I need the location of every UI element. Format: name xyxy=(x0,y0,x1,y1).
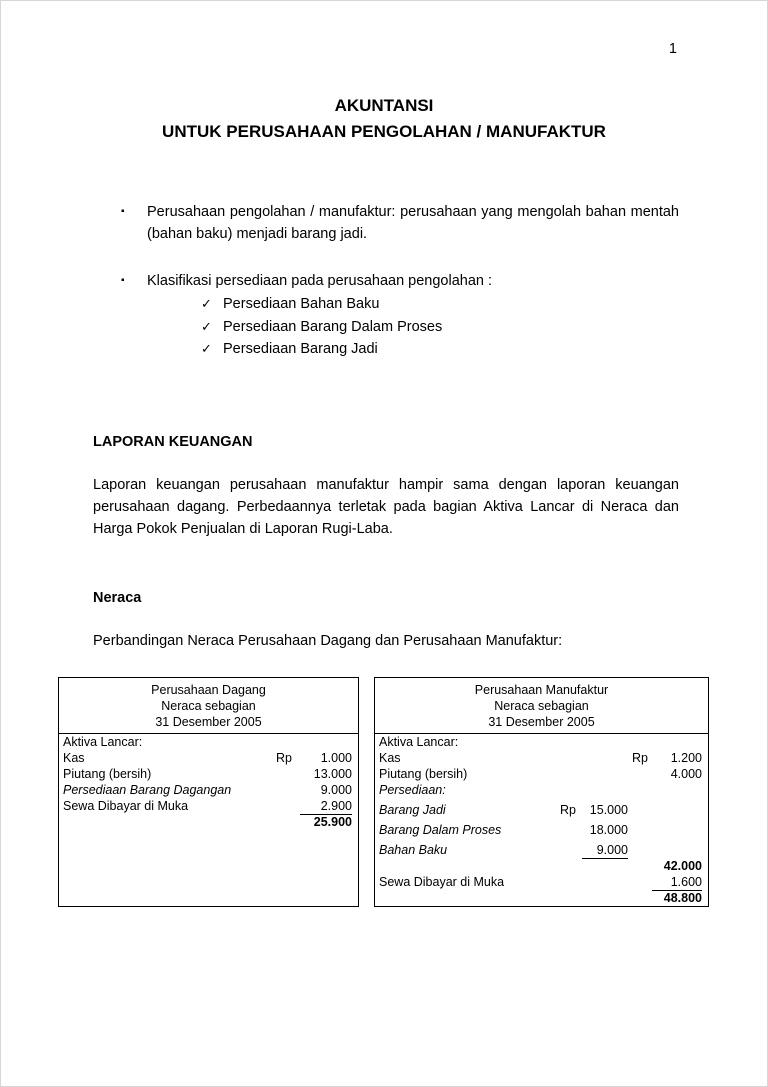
row-currency xyxy=(628,859,652,875)
row-label: Sewa Dibayar di Muka xyxy=(63,798,189,813)
row-label xyxy=(63,815,276,831)
table-body xyxy=(59,734,358,831)
row-inner-currency xyxy=(560,735,582,751)
title-line-2: UNTUK PERUSAHAAN PENGOLAHAN / MANUFAKTUR xyxy=(162,122,606,141)
row-currency xyxy=(628,767,652,783)
list-item xyxy=(201,316,679,339)
row-inner-currency xyxy=(560,875,582,891)
square-bullet-icon: ▪ xyxy=(121,275,125,286)
table-row xyxy=(63,735,352,751)
table-perusahaan-dagang xyxy=(58,677,359,907)
table-row xyxy=(379,751,702,767)
row-inner-amount xyxy=(582,859,628,875)
row-label: Piutang (bersih) xyxy=(63,766,152,781)
row-label: Persediaan Barang Dagangan xyxy=(63,782,232,797)
row-amount xyxy=(300,735,352,751)
row-amount: 1.200 xyxy=(670,750,702,765)
row-amount xyxy=(652,803,702,819)
check-list xyxy=(201,293,679,361)
table-body xyxy=(375,734,708,907)
table-row xyxy=(379,819,702,839)
row-label: Kas xyxy=(379,750,401,765)
row-amount xyxy=(652,783,702,799)
row-amount xyxy=(652,843,702,859)
row-currency: Rp xyxy=(632,750,648,765)
row-amount: 2.900 xyxy=(300,799,352,815)
row-label: Barang Jadi xyxy=(379,802,446,817)
row-currency xyxy=(276,767,300,783)
row-inner-amount: 18.000 xyxy=(589,822,628,837)
row-total-amount: 25.900 xyxy=(313,814,352,829)
row-inner-amount: 15.000 xyxy=(589,802,628,817)
table-header xyxy=(59,678,358,734)
square-bullet-icon: ▪ xyxy=(121,206,125,217)
row-inner-amount xyxy=(582,875,628,891)
row-total-amount: 48.800 xyxy=(663,890,702,905)
row-label xyxy=(379,859,560,875)
page-number: 1 xyxy=(668,41,677,57)
row-inner-amount xyxy=(582,751,628,767)
row-label: Persediaan: xyxy=(379,782,446,797)
section-heading-neraca: Neraca xyxy=(93,589,142,606)
row-amount: 4.000 xyxy=(670,766,702,781)
paragraph-laporan-keuangan: Laporan keuangan perusahaan manufaktur hampir sama dengan laporan keuangan perusahaan dagang. Perbedaannya terletak pada bagian Aktiva Lancar di Neraca dan Harga Pokok Penjualan di Laporan Rugi-Laba. xyxy=(93,476,679,537)
list-item xyxy=(201,293,679,316)
table-perusahaan-manufaktur xyxy=(374,677,709,907)
row-currency xyxy=(276,783,300,799)
bullet-text: Perusahaan pengolahan / manufaktur: perusahaan yang mengolah bahan mentah (bahan baku) menjadi barang jadi. xyxy=(147,204,679,242)
row-inner-currency xyxy=(560,751,582,767)
row-inner-currency xyxy=(560,859,582,875)
table-title: Perusahaan Dagang xyxy=(151,682,266,697)
row-amount: 13.000 xyxy=(313,766,352,781)
row-currency xyxy=(628,823,652,839)
row-currency xyxy=(628,891,652,907)
row-currency: Rp xyxy=(276,750,292,765)
table-row xyxy=(379,875,702,891)
table-row-total xyxy=(379,891,702,907)
check-icon: ✓ xyxy=(201,318,212,334)
bullet-item-definition xyxy=(121,201,679,245)
table-row-subtotal xyxy=(379,859,702,875)
row-currency xyxy=(628,803,652,819)
row-amount: 9.000 xyxy=(320,782,352,797)
row-currency xyxy=(276,735,300,751)
row-inner-currency xyxy=(560,767,582,783)
row-currency xyxy=(276,815,300,831)
row-amount: 1.000 xyxy=(320,750,352,765)
row-inner-amount xyxy=(582,735,628,751)
row-label: Bahan Baku xyxy=(379,842,448,857)
check-item-label: Persediaan Barang Dalam Proses xyxy=(223,318,443,335)
balance-sheet-comparison xyxy=(58,677,767,907)
row-label: Aktiva Lancar: xyxy=(379,734,459,749)
bullet-text: Klasifikasi persediaan pada perusahaan pengolahan : xyxy=(147,273,493,289)
table-row xyxy=(379,799,702,819)
bullet-item-klasifikasi xyxy=(121,270,679,292)
row-currency xyxy=(628,735,652,751)
table-header xyxy=(375,678,708,734)
document-title xyxy=(1,93,767,145)
row-currency xyxy=(628,875,652,891)
table-row xyxy=(63,751,352,767)
row-label: Sewa Dibayar di Muka xyxy=(379,874,505,889)
row-inner-currency xyxy=(560,823,582,839)
row-subtotal-amount: 42.000 xyxy=(663,858,702,873)
check-icon: ✓ xyxy=(201,341,212,356)
row-currency xyxy=(628,843,652,859)
row-inner-currency xyxy=(560,891,582,907)
row-label: Barang Dalam Proses xyxy=(379,822,502,837)
title-line-1: AKUNTANSI xyxy=(334,96,434,115)
table-subtitle: Neraca sebagian xyxy=(161,698,256,713)
row-inner-amount xyxy=(582,891,628,907)
row-label: Aktiva Lancar: xyxy=(63,734,143,749)
table-row xyxy=(63,799,352,815)
row-label xyxy=(379,891,560,907)
row-inner-currency xyxy=(560,843,582,859)
row-label: Piutang (bersih) xyxy=(379,766,468,781)
row-currency xyxy=(276,799,300,815)
row-label: Kas xyxy=(63,750,85,765)
row-inner-amount xyxy=(582,767,628,783)
table-row xyxy=(379,783,702,799)
row-inner-amount xyxy=(582,783,628,799)
row-currency xyxy=(628,783,652,799)
table-date: 31 Desember 2005 xyxy=(155,714,262,729)
row-amount xyxy=(652,823,702,839)
table-subtitle: Neraca sebagian xyxy=(494,698,589,713)
row-inner-currency: Rp xyxy=(560,802,576,817)
list-item xyxy=(201,338,679,361)
row-inner-currency xyxy=(560,783,582,799)
table-row xyxy=(379,767,702,783)
check-icon: ✓ xyxy=(201,296,212,311)
row-amount xyxy=(652,735,702,751)
table-row xyxy=(63,767,352,783)
check-item-label: Persediaan Bahan Baku xyxy=(223,296,380,312)
check-item-label: Persediaan Barang Jadi xyxy=(223,341,378,357)
table-row xyxy=(63,783,352,799)
table-row xyxy=(379,735,702,751)
table-row-total xyxy=(63,815,352,831)
table-title: Perusahaan Manufaktur xyxy=(474,682,609,697)
row-amount: 1.600 xyxy=(652,875,702,891)
table-row xyxy=(379,839,702,859)
row-inner-amount: 9.000 xyxy=(582,843,628,859)
section-heading-laporan-keuangan: LAPORAN KEUANGAN xyxy=(93,433,253,450)
table-date: 31 Desember 2005 xyxy=(488,714,595,729)
paragraph-perbandingan: Perbandingan Neraca Perusahaan Dagang dan Perusahaan Manufaktur: xyxy=(93,632,563,649)
